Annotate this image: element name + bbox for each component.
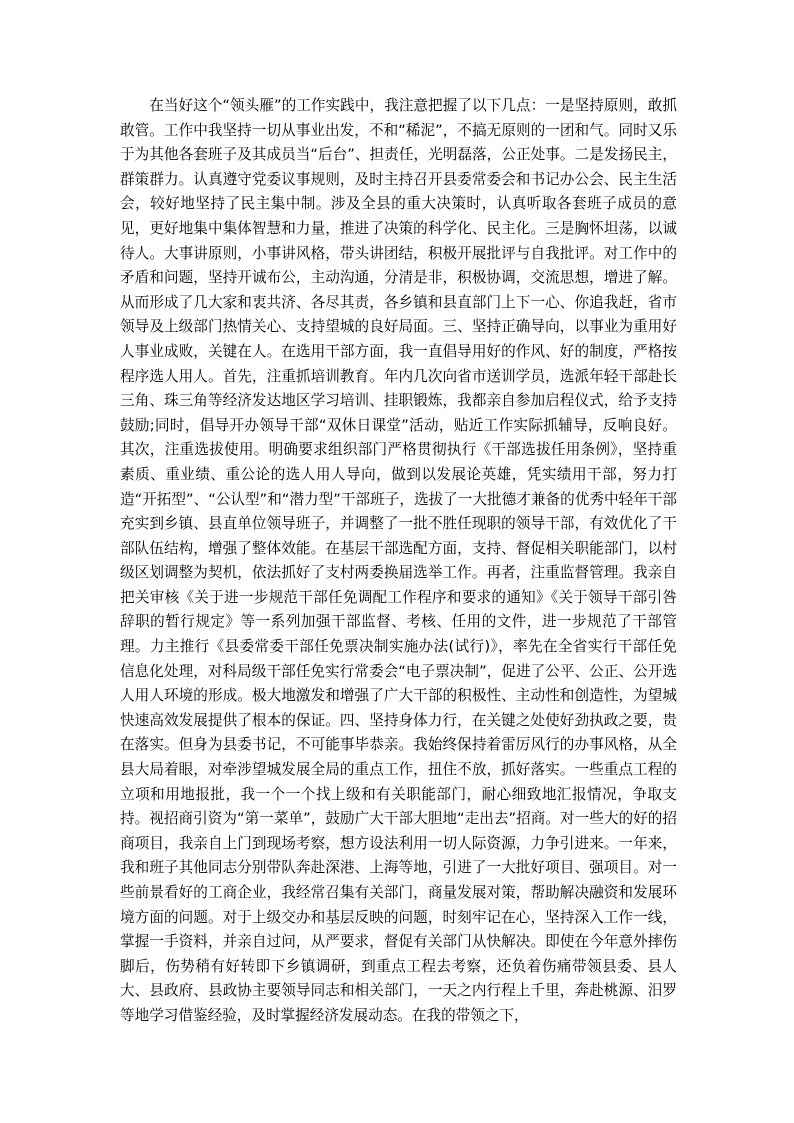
body-paragraph: 在当好这个“领头雁”的工作实践中，我注意把握了以下几点：一是坚持原则，敢抓敢管。工作中我坚持一切从事业出发，不和“稀泥”，不搞无原则的一团和气。同时又乐于为其他各套班子及其成员当“后台”、担责任，光明磊落，公正处事。二是发扬民主，群策群力。认真遵守党委议事规则，及时主持召开县委常委会和书记办公会、民主生活会，较好地坚持了民主集中制。涉及全县的重大决策时，认真听取各套班子成员的意见，更好地集中集体智慧和力量，推进了决策的科学化、民主化。三是胸怀坦荡，以诚待人。大事讲原则，小事讲风格，带头讲团结，积极开展批评与自我批评。对工作中的矛盾和问题，坚持开诚布公，主动沟通，分清是非，积极协调，交流思想，增进了解。从而形成了几大家和衷共济、各尽其责，各乡镇和县直部门上下一心、你追我赶，省市领导及上级部门热情关心、支持望城的良好局面。三、坚持正确导向，以事业为重用好人事业成败，关键在人。在选用干部方面，我一直倡导用好的作风、好的制度，严格按程序选人用人。首先，注重抓培训教育。年内几次向省市送训学员，选派年轻干部赴长三角、珠三角等经济发达地区学习培训、挂职锻炼，我都亲自参加启程仪式，给予支持鼓励;同时，倡导开办领导干部“双休日课堂”活动，贴近工作实际抓辅导，反响良好。其次，注重选拔使用。明确要求组织部门严格贯彻执行《干部选拔任用条例》，坚持重素质、重业绩、重公论的选人用人导向，做到以发展论英雄，凭实绩用干部，努力打造“开拓型”、“公认型”和“潜力型”干部班子，选拔了一大批德才兼备的优秀中轻年干部充实到乡镇、县直单位领导班子，并调整了一批不胜任现职的领导干部，有效优化了干部队伍结构，增强了整体效能。在基层干部选配方面，支持、督促相关职能部门，以村级区划调整为契机，依法抓好了支村两委换届选举工作。再者，注重监督管理。我亲自把关审核《关于进一步规范干部任免调配工作程序和要求的通知》《关于领导干部引咎辞职的暂行规定》等一系列加强干部监督、考核、任用的文件，进一步规范了干部管理。力主推行《县委常委干部任免票决制实施办法(试行)》，率先在全省实行干部任免信息化处理，对科局级干部任免实行常委会“电子票决制”，促进了公平、公正、公开选人用人环境的形成。极大地激发和增强了广大干部的积极性、主动性和创造性，为望城快速高效发展提供了根本的保证。四、坚持身体力行，在关键之处使好劲执政之要，贵在落实。但身为县委书记，不可能事毕恭亲。我始终保持着雷厉风行的办事风格，从全县大局着眼，对牵涉望城发展全局的重点工作，扭住不放，抓好落实。一些重点工程的立项和用地报批，我一个一个找上级和有关职能部门，耐心细致地汇报情况，争取支持。视招商引资为“第一菜单”，鼓励广大干部大胆地“走出去”招商。对一些大的好的招商项目，我亲自上门到现场考察，想方设法利用一切人际资源，力争引进来。一年来，我和班子其他同志分别带队奔赴深港、上海等地，引进了一大批好项目、强项目。对一些前景看好的工商企业，我经常召集有关部门，商量发展对策，帮助解决融资和发展环境方面的问题。对于上级交办和基层反映的问题，时刻牢记在心，坚持深入工作一线，掌握一手资料，并亲自过问，从严要求，督促有关部门从快解决。即使在今年意外摔伤脚后，伤势稍有好转即下乡镇调研，到重点工程去考察，还负着伤痛带领县委、县人大、县政府、县政协主要领导同志和相关部门，一天之内行程上千里，奔赴桃源、汨罗等地学习借鉴经验，及时掌握经济发展动态。在我的带领之下， <box>120 97 677 1024</box>
